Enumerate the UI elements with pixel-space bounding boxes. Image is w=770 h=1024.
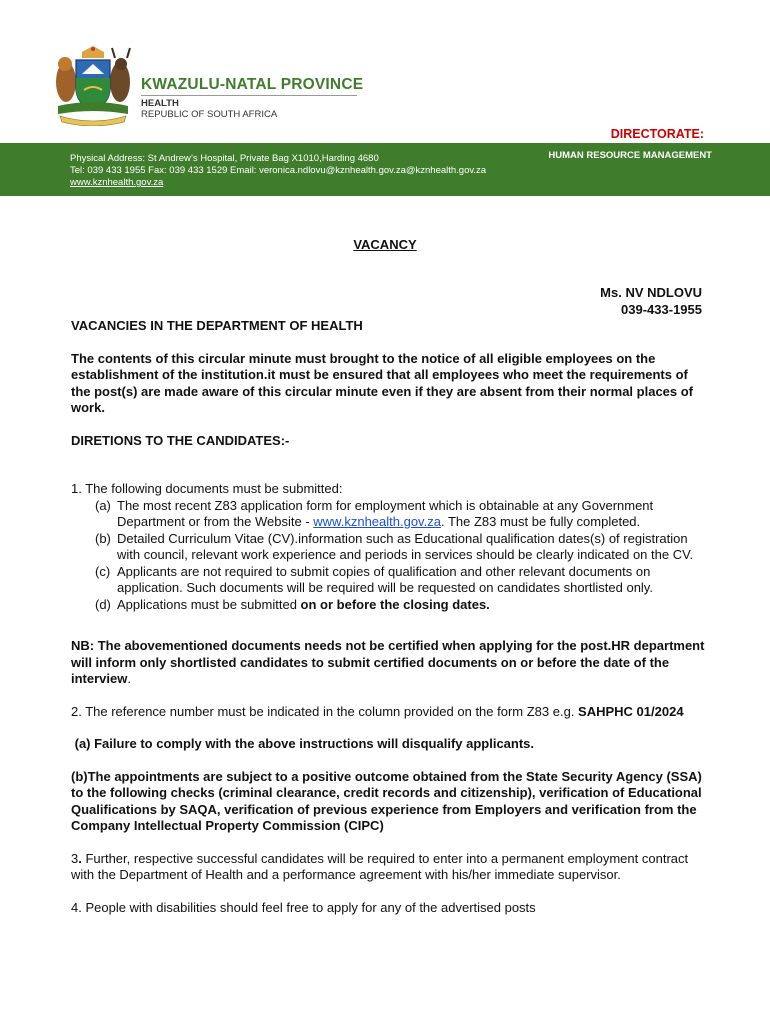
item-3-dot: . (78, 850, 86, 866)
item-2-text: 2. The reference number must be indicated in the column provided on the form Z83 e.g. (71, 703, 579, 719)
contact-block (600, 285, 702, 318)
department-name: HEALTH (141, 98, 179, 109)
country-name: REPUBLIC OF SOUTH AFRICA (141, 109, 278, 120)
directorate-name: HUMAN RESOURCE MANAGEMENT (548, 150, 712, 161)
closing-date-note: on or before the closing dates. (300, 596, 490, 612)
list-item-b (95, 530, 707, 564)
item-a-text-end: . The Z83 must be fully completed. (440, 514, 641, 529)
appointments-paragraph: (b)The appointments are subject to a positive outcome obtained from the State Security Agency (SSA) to the following checks (criminal clearance, credit records and citizenship), verification of Educational Qualifications by SAQA, verification of previous experience from Employers and verification from the Company Intellectual Property Commission (CIPC) (71, 768, 702, 833)
contact-name: Ms. NV NDLOVU (600, 285, 702, 300)
list-letter: (b) (95, 530, 111, 546)
header-rule (141, 95, 357, 96)
website-link[interactable]: www.kznhealth.gov.za (70, 177, 164, 188)
documents-list (71, 498, 707, 614)
item-c-text: Applicants are not required to submit copies of qualification and other relevant documents on application. Such documents will be required will be requested on candidates shortlisted only. (117, 563, 653, 595)
item-1-intro: 1. The following documents must be submitted: (71, 481, 343, 496)
item-2-paragraph (71, 704, 707, 721)
contact-phone: 039-433-1955 (621, 301, 702, 317)
item-b-text: Detailed Curriculum Vitae (CV).information such as Educational qualification dates(s) of registration with council, relevant work experience and periods in services should be clearly indicated on the CV. (117, 530, 694, 562)
directorate-label: DIRECTORATE: (610, 127, 704, 141)
item-3-number: 3 (71, 850, 79, 866)
item-3-text: Further, respective successful candidates will be required to enter into a permanent employment contract with the Department of Health and a performance agreement with his/her immediate supervisor. (71, 850, 689, 882)
vacancies-heading: VACANCIES IN THE DEPARTMENT OF HEALTH (71, 318, 363, 333)
physical-address: Physical Address: St Andrew’s Hospital, Private Bag X1010,Harding 4680 (70, 153, 379, 164)
list-letter: (d) (95, 596, 111, 612)
nb-paragraph (71, 638, 707, 688)
list-item-c (95, 563, 707, 597)
kznhealth-website-link[interactable]: www.kznhealth.gov.za (313, 514, 441, 529)
kzn-coat-of-arms-logo (52, 44, 134, 126)
list-letter: (a) (95, 497, 111, 513)
list-letter: (c) (95, 563, 111, 579)
directions-heading: DIRETIONS TO THE CANDIDATES:- (71, 432, 290, 448)
intro-paragraph: The contents of this circular minute must brought to the notice of all eligible employees on the establishment of the institution.it must be ensured that all employees who meet the requirements of the post(s) are made aware of this circular minute even if they are absent from their normal places of work. (71, 350, 694, 415)
item-d-text: Applications must be submitted (117, 596, 301, 612)
phone-fax-email: Tel: 039 433 1955 Fax: 039 433 1529 Email: veronica.ndlovu@kznhealth.gov.za@kznhealth.gov.za (70, 165, 487, 176)
reference-number-example: SAHPHC 01/2024 (578, 703, 684, 719)
nb-end: . (127, 671, 131, 686)
item-a-text: The most recent Z83 application form for employment which is obtainable at any Government Department or from the Website - (117, 497, 654, 529)
failure-warning: (a) Failure to comply with the above instructions will disqualify applicants. (71, 736, 535, 751)
list-item-a (95, 497, 707, 531)
province-name: KWAZULU-NATAL PROVINCE (141, 76, 364, 93)
document-body (71, 318, 707, 916)
item-4-paragraph: 4. People with disabilities should feel free to apply for any of the advertised posts (71, 899, 536, 915)
list-item-d (95, 596, 707, 614)
document-title: VACANCY (353, 237, 417, 252)
nb-text: NB: The abovementioned documents needs not be certified when applying for the post.HR department will inform only shortlisted candidates to submit certified documents on or before the date of the interview (71, 638, 705, 686)
item-3-paragraph (71, 851, 707, 884)
